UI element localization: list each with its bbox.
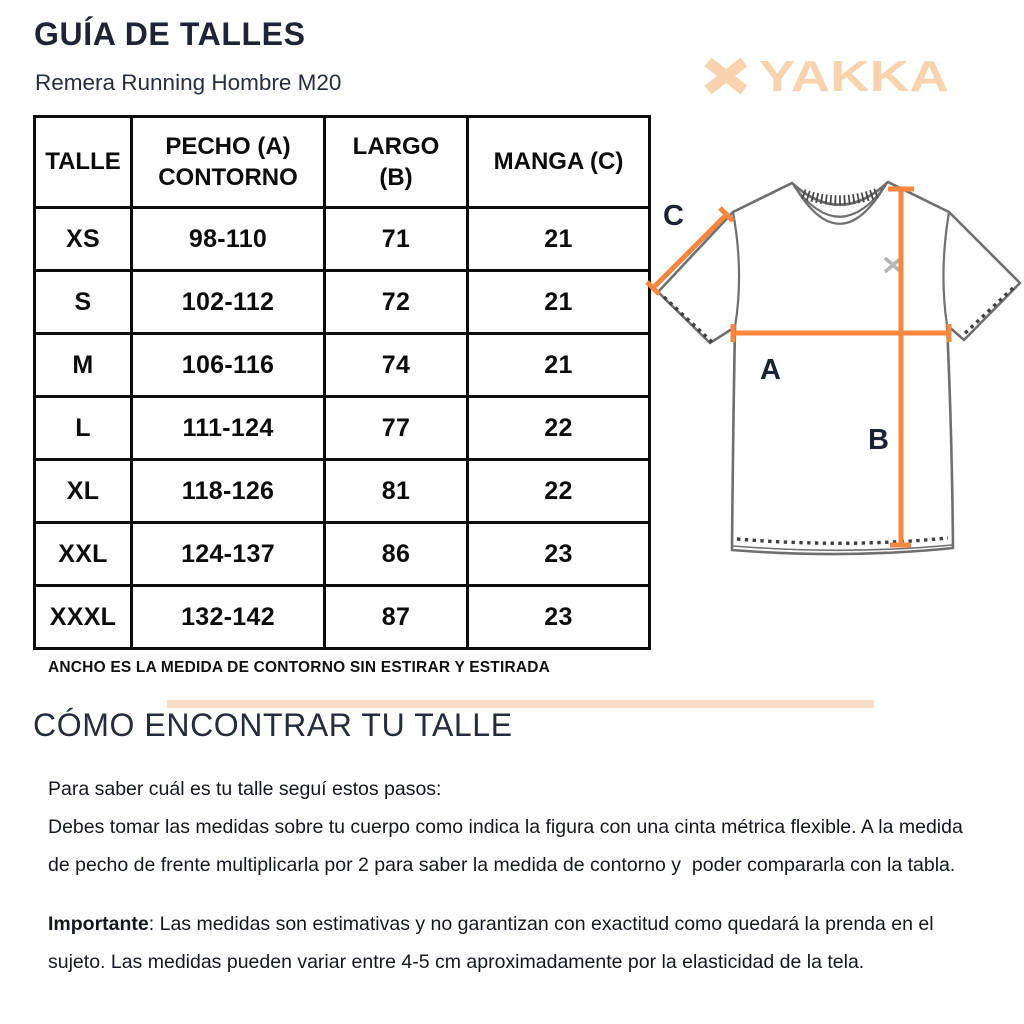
largo-cell: 86 (325, 523, 468, 586)
table-row-xs (35, 208, 650, 271)
size-table-header (35, 117, 650, 208)
length-label: B (868, 424, 889, 456)
table-row-xxl (35, 523, 650, 586)
table-row-xxxl (35, 586, 650, 649)
tshirt-diagram (640, 150, 1024, 570)
important-label: Importante (48, 913, 149, 935)
size-cell: M (35, 334, 132, 397)
sleeve-label: C (663, 200, 684, 232)
yakka-x-icon (708, 62, 744, 90)
table-row-xl (35, 460, 650, 523)
manga-cell: 22 (468, 397, 650, 460)
col-header-largo (325, 117, 468, 208)
intro-line: Para saber cuál es tu talle seguí estos pasos: (48, 778, 442, 800)
col-header-largo-line2: (B) (379, 164, 413, 191)
pecho-cell: 102-112 (132, 271, 325, 334)
pecho-cell: 111-124 (132, 397, 325, 460)
manga-cell: 21 (468, 334, 650, 397)
pecho-cell: 118-126 (132, 460, 325, 523)
largo-cell: 71 (325, 208, 468, 271)
size-cell: S (35, 271, 132, 334)
how-to-heading: CÓMO ENCONTRAR TU TALLE (33, 707, 513, 743)
table-row-s (35, 271, 650, 334)
col-header-talle: TALLE (35, 117, 132, 208)
manga-cell: 23 (468, 586, 650, 649)
size-cell: L (35, 397, 132, 460)
pecho-cell: 124-137 (132, 523, 325, 586)
page-title: GUÍA DE TALLES (34, 16, 306, 52)
size-cell: XXL (35, 523, 132, 586)
brand-logo (703, 55, 955, 97)
brand-logo-text: YAKKA (759, 55, 949, 97)
size-cell: XXXL (35, 586, 132, 649)
manga-cell: 21 (468, 271, 650, 334)
largo-cell: 81 (325, 460, 468, 523)
largo-cell: 74 (325, 334, 468, 397)
important-text: : Las medidas son estimativas y no garantizan con exactitud como quedará la prenda en el sujeto. Las medidas pueden variar entre 4-5 cm aproximadamente por la elasticidad de la tela. (48, 913, 939, 973)
col-header-manga: MANGA (C) (468, 117, 650, 208)
pecho-cell: 106-116 (132, 334, 325, 397)
product-subtitle: Remera Running Hombre M20 (35, 70, 342, 95)
size-cell: XL (35, 460, 132, 523)
table-row-m (35, 334, 650, 397)
col-header-pecho-line2: CONTORNO (158, 164, 298, 191)
col-header-pecho (132, 117, 325, 208)
chest-label: A (760, 354, 781, 386)
pecho-cell: 98-110 (132, 208, 325, 271)
pecho-cell: 132-142 (132, 586, 325, 649)
steps-text: Debes tomar las medidas sobre tu cuerpo como indica la figura con una cinta métrica flexible. A la medida de pecho de frente multiplicarla por 2 para saber la medida de contorno y poder compararla con la tabla. (48, 816, 969, 876)
instructions (48, 770, 969, 981)
manga-cell: 21 (468, 208, 650, 271)
largo-cell: 72 (325, 271, 468, 334)
largo-cell: 77 (325, 397, 468, 460)
col-header-largo-line1: LARGO (352, 132, 440, 160)
size-table (33, 115, 651, 650)
col-header-pecho-line1: PECHO (A) (165, 132, 291, 160)
size-cell: XS (35, 208, 132, 271)
manga-cell: 23 (468, 523, 650, 586)
instructions-steps (48, 770, 969, 884)
table-row-l (35, 397, 650, 460)
instructions-important (48, 905, 966, 981)
manga-cell: 22 (468, 460, 650, 523)
table-footnote: ANCHO ES LA MEDIDA DE CONTORNO SIN ESTIRAR Y ESTIRADA (48, 659, 551, 676)
tshirt-outline (658, 182, 1020, 554)
largo-cell: 87 (325, 586, 468, 649)
